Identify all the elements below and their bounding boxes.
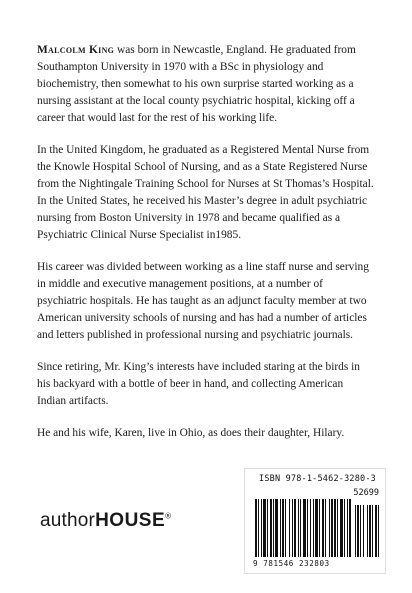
isbn-number: ISBN 978-1-5462-3280-3 xyxy=(259,474,376,484)
bio-paragraph-2: In the United Kingdom, he graduated as a Registered Mental Nurse from the Knowle Hospital School of Nursing, and as a State Registered Nurse from the Nightingale Training School for Nurses at St Thomas’s Hospital. In the United States, he received his Master’s degree in adult psychiatric nursing from Boston University in 1978 and became qualified as a Psychiatric Clinical Nurse Specialist in1985. xyxy=(37,144,374,241)
isbn-barcode xyxy=(244,468,386,574)
bio-paragraph-5: He and his wife, Karen, live in Ohio, as does their daughter, Hilary. xyxy=(37,427,345,439)
price-code: 52699 xyxy=(353,488,379,498)
bio-paragraph-3: His career was divided between working as a line staff nurse and serving in middle and executive management positions, at a number of psychiatric hospitals. He has taught as an adjunct faculty member at two American university schools of nursing and has had a number of articles and letters published in professional nursing and psychiatric journals. xyxy=(37,261,369,341)
author-name: Malcolm King xyxy=(37,44,115,56)
bio-paragraph-1 xyxy=(37,42,375,127)
bio-paragraph-1-text: was born in Newcastle, England. He graduated from Southampton University in 1970 with a BSc in physiology and biochemistry, then somewhat to his own surprise started working as a nursing assistant at the local county psychiatric hospital, kicking off a career that would last for the rest of his working life. xyxy=(37,44,356,124)
author-bio xyxy=(37,42,375,457)
registered-mark: ® xyxy=(165,511,172,521)
logo-house-text: HOUSE xyxy=(95,510,166,531)
logo-author-text: author xyxy=(40,510,96,531)
bio-paragraph-4: Since retiring, Mr. King’s interests have included staring at the birds in his backyard with a bottle of beer in hand, and collecting American Indian artifacts. xyxy=(37,361,360,407)
publisher-logo xyxy=(40,510,171,532)
barcode-digits: 9 781546 232803 xyxy=(253,559,330,568)
barcode-bars xyxy=(255,499,379,557)
